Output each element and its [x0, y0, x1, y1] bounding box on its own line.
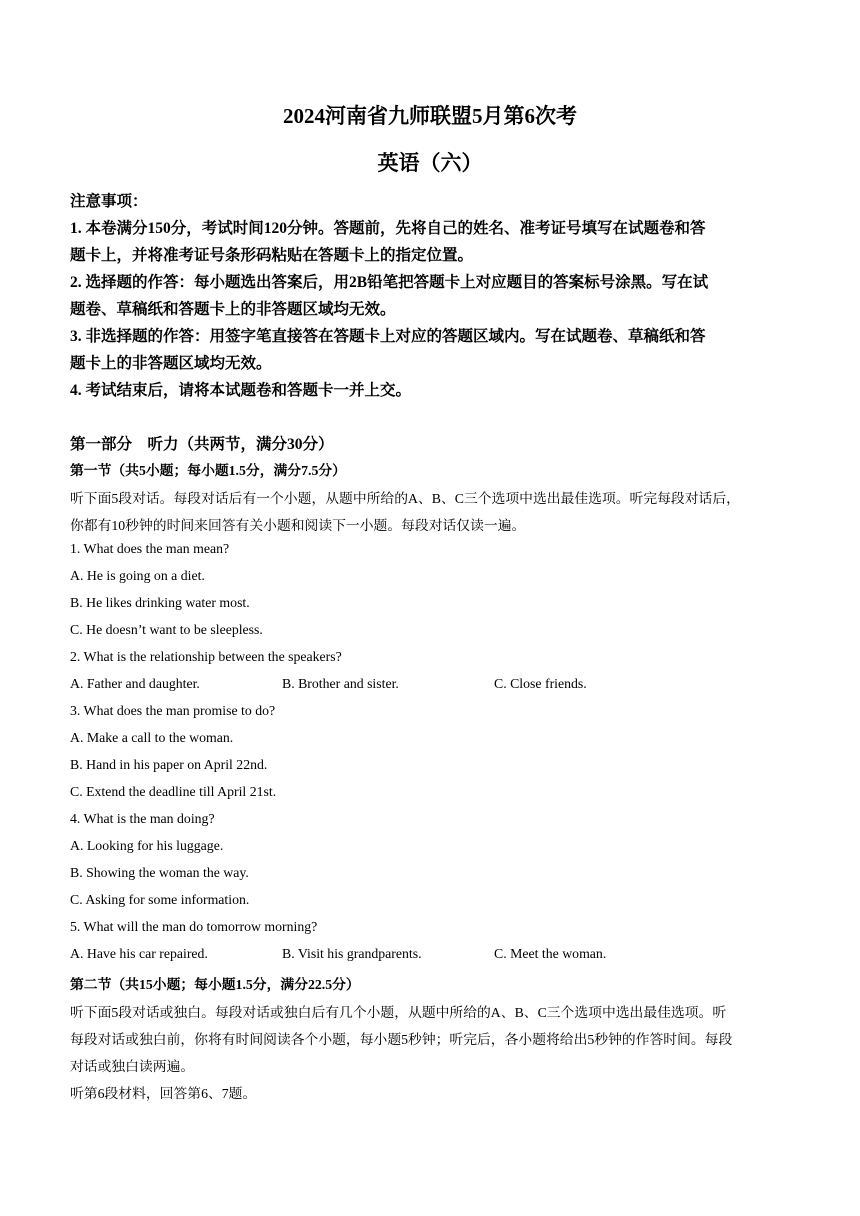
notice-line: 题卡上的非答题区域均无效。 [70, 355, 272, 372]
section2-note: 听第6段材料，回答第6、7题。 [70, 1086, 257, 1101]
notice-line: 题卷、草稿纸和答题卡上的非答题区域均无效。 [70, 301, 396, 318]
question-stem: 4. What is the man doing? [70, 811, 215, 826]
option-a: A. Father and daughter. [70, 676, 200, 691]
option-b: B. He likes drinking water most. [70, 595, 250, 610]
section1-heading: 第一节（共5小题；每小题1.5分，满分7.5分） [70, 463, 346, 478]
option-c: C. Meet the woman. [494, 946, 607, 961]
option-a: A. Have his car repaired. [70, 946, 208, 961]
notice-line: 题卡上，并将准考证号条形码粘贴在答题卡上的指定位置。 [70, 247, 474, 264]
option-c: C. Close friends. [494, 676, 587, 691]
option-a: A. He is going on a diet. [70, 568, 205, 583]
exam-title: 2024河南省九师联盟5月第6次考 [283, 104, 577, 128]
section2-instruction: 听下面5段对话或独白。每段对话或独白后有几个小题，从题中所给的A、B、C三个选项中选出最佳选项。听 [70, 1005, 727, 1020]
option-b: B. Visit his grandparents. [282, 946, 422, 961]
section1-instruction: 听下面5段对话。每段对话后有一个小题，从题中所给的A、B、C三个选项中选出最佳选项。听完每段对话后， [70, 491, 740, 506]
notice-line: 3. 非选择题的作答：用签字笔直接答在答题卡上对应的答题区域内。写在试题卷、草稿纸和答 [70, 328, 706, 345]
option-b: B. Hand in his paper on April 22nd. [70, 757, 268, 772]
option-c: C. Extend the deadline till April 21st. [70, 784, 277, 799]
option-a: A. Looking for his luggage. [70, 838, 224, 853]
notice-line: 2. 选择题的作答：每小题选出答案后，用2B铅笔把答题卡上对应题目的答案标号涂黑。写在试 [70, 274, 709, 291]
option-c: C. He doesn’t want to be sleepless. [70, 622, 263, 637]
option-b: B. Brother and sister. [282, 676, 399, 691]
question-stem: 2. What is the relationship between the speakers? [70, 649, 342, 664]
section1-instruction: 你都有10秒钟的时间来回答有关小题和阅读下一小题。每段对话仅读一遍。 [70, 518, 526, 533]
section2-heading: 第二节（共15小题；每小题1.5分，满分22.5分） [70, 977, 360, 992]
part1-heading: 第一部分 听力（共两节，满分30分） [70, 436, 334, 453]
exam-subtitle: 英语（六） [377, 151, 483, 175]
notice-line: 1. 本卷满分150分，考试时间120分钟。答题前，先将自己的姓名、准考证号填写在试题卷和答 [70, 220, 706, 237]
option-a: A. Make a call to the woman. [70, 730, 234, 745]
question-stem: 3. What does the man promise to do? [70, 703, 276, 718]
question-stem: 1. What does the man mean? [70, 541, 230, 556]
question-stem: 5. What will the man do tomorrow morning? [70, 919, 318, 934]
notice-heading: 注意事项： [70, 193, 148, 210]
option-c: C. Asking for some information. [70, 892, 250, 907]
section2-instruction: 对话或独白读两遍。 [70, 1059, 195, 1074]
notice-line: 4. 考试结束后，请将本试题卷和答题卡一并上交。 [70, 382, 412, 399]
option-b: B. Showing the woman the way. [70, 865, 249, 880]
section2-instruction: 每段对话或独白前，你将有时间阅读各个小题，每小题5秒钟；听完后，各小题将给出5秒钟的作答时间。每段 [70, 1032, 733, 1047]
